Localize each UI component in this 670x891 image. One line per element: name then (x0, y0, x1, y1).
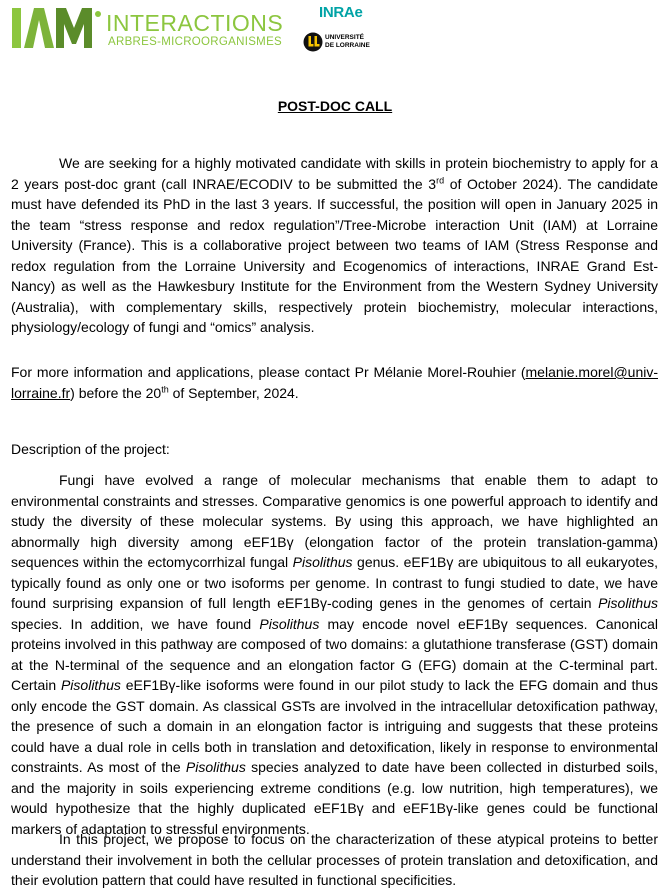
iam-title: INTERACTIONS (106, 10, 284, 36)
intro-text-b: of October 2024). The candidate must have defended its PhD in the last 3 years. If successful, the position will open in January 2025 in the team “stress response and redox regulation”/Tree-Microbe interaction Unit (IAM) at Lorraine University (France). This is a collaborative project between two teams of IAM (Stress Response and redox regulation from the Lorraine University and Ecogenomics of interactions, INRAE Grand Est-Nancy) as well as the Hawkesbury Institute for the Environment from the Western Sydney University (Australia), with complementary skills, respectively protein biochemistry, molecular interactions, physiology/ecology of fungi and “omics” analysis. (11, 175, 658, 335)
contact-text-c: of September, 2024. (168, 384, 299, 401)
desc-italic-1: Pisolithus (292, 554, 353, 570)
desc-italic-5: Pisolithus (185, 759, 246, 775)
desc-italic-4: Pisolithus (60, 677, 121, 693)
inrae-logo: INRAe (319, 4, 363, 21)
universite-lorraine-logo (303, 32, 383, 54)
universite-lorraine-mark-icon (303, 32, 323, 52)
desc-text-1: Fungi have evolved a range of molecular mechanisms that enable them to adapt to environmental constraints and stresses. Comparative genomics is one powerful approach to identify and study the diversity of these molecular systems. By using this approach, we have highlighted an abnormally high diversity among eEF1Bγ (elongation factor of the protein translation-gamma) sequences within the ectomycorrhizal fungal (11, 472, 658, 570)
iam-letters-logo (10, 6, 102, 50)
intro-text-a: We are seeking for a highly motivated candidate with skills in protein biochemistry to apply for a 2 years post-doc grant (call INRAE/ECODIV to be submitted the 3 (11, 155, 658, 192)
description-label: Description of the project: (11, 441, 170, 457)
contact-text-b: ) before the 20 (70, 384, 162, 401)
page-title: POST-DOC CALL (277, 98, 393, 114)
iam-logo (10, 6, 310, 50)
email-link[interactable]: melanie.morel@univ-lorraine.fr (11, 364, 658, 401)
desc-text-3: species. In addition, we have found (11, 615, 260, 632)
contact-paragraph (11, 362, 658, 403)
intro-paragraph (11, 153, 658, 338)
contact-sup: th (161, 383, 169, 394)
desc-text-5: eEF1Bγ-like isoforms were found in our pilot study to lack the EFG domain and thus only encode the GST domain. As classical GSTs are involved in the intracellular detoxification pathway, the presence of such a domain in an elongation factor is intriguing and suggests that these proteins could have a dual role in cells both in translation and detoxification, likely in response to environmental constraints. As most of the (11, 677, 658, 775)
desc-text-6: species analyzed to date have been collected in disturbed soils, and the majority in soils experiencing extreme conditions (e.g. low nutrition, high temperatures), we would hypothesize that the highly duplicated eEF1Bγ and eEF1Bγ-like genes could be functional markers of adaptation to stressful environments. (11, 759, 658, 837)
iam-subtitle: ARBRES-MICROORGANISMES (108, 36, 283, 48)
desc-italic-3: Pisolithus (259, 615, 320, 632)
universite-lorraine-text: UNIVERSITÉ DE LORRAINE (325, 34, 370, 49)
contact-text-a: For more information and applications, please contact Pr Mélanie Morel-Rouhier ( (11, 364, 526, 380)
desc-text-2: genus. eEF1Bγ are ubiquitous to all eukaryotes, typically found as only one or two isoforms per genome. In contrast to fungi studied to date, we have found surprising expansion of full length eEF1Bγ-coding genes in the genomes of certain (11, 554, 658, 611)
project-paragraph: In this project, we propose to focus on the characterization of these atypical proteins to better understand their involvement in both the cellular processes of protein translation and detoxification, and their evolution pattern that could have resulted in functional specificities. (11, 831, 658, 888)
intro-sup: rd (436, 174, 445, 185)
desc-text-4: may encode novel eEF1Bγ sequences. Canonical proteins involved in this pathway are composed of two domains: a glutathione transferase (GST) domain at the N-terminal of the sequence and an elongation factor G (EFG) domain at the C-terminal part. Certain (11, 615, 658, 693)
description-paragraph (11, 470, 658, 839)
desc-italic-2: Pisolithus (598, 595, 658, 611)
